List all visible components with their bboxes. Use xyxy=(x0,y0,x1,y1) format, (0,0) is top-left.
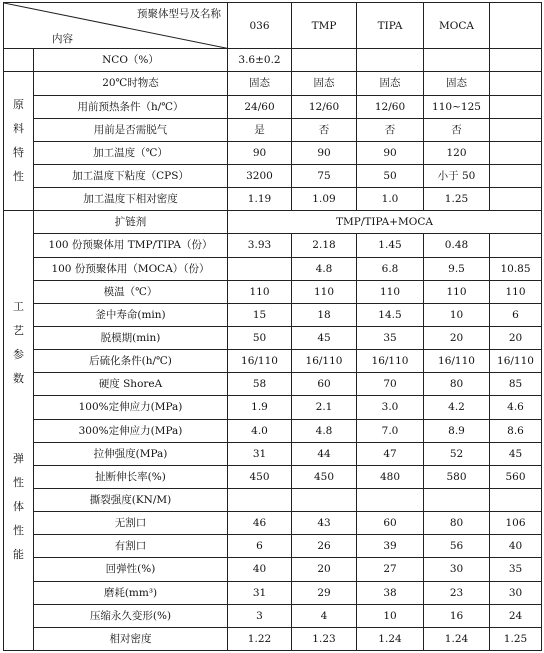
table-cell xyxy=(490,72,542,95)
table-cell: 75 xyxy=(292,164,357,187)
table-cell: 3.0 xyxy=(357,396,424,419)
table-cell: 110 xyxy=(424,280,490,303)
table-row xyxy=(4,465,542,488)
table-cell: 8.6 xyxy=(490,419,542,442)
table-row xyxy=(4,49,542,72)
section-char: 工 xyxy=(13,299,24,313)
properties-table xyxy=(3,2,542,651)
table-body xyxy=(4,3,542,651)
table-row xyxy=(4,396,542,419)
table-cell: 480 xyxy=(357,465,424,488)
table-cell: 4.2 xyxy=(424,396,490,419)
column-header: 036 xyxy=(228,3,292,49)
row-label: 有割口 xyxy=(34,535,228,558)
table-row xyxy=(4,280,542,303)
table-cell: 47 xyxy=(357,442,424,465)
row-label: 脱模期(min) xyxy=(34,326,228,349)
table-cell: 8.9 xyxy=(424,419,490,442)
table-cell: 4.8 xyxy=(292,257,357,280)
table-cell: 1.45 xyxy=(357,234,424,257)
table-cell: 110 xyxy=(228,280,292,303)
table-cell: 46 xyxy=(228,512,292,535)
section-label-process-elastic xyxy=(4,211,34,651)
table-cell: 24/60 xyxy=(228,95,292,118)
table-cell: 45 xyxy=(292,326,357,349)
row-label: 压缩永久变形(%) xyxy=(34,604,228,627)
table-cell: 7.0 xyxy=(357,419,424,442)
table-cell: 0.48 xyxy=(424,234,490,257)
table-cell xyxy=(228,257,292,280)
table-cell: 106 xyxy=(490,512,542,535)
table-cell: 18 xyxy=(292,303,357,326)
table-row xyxy=(4,581,542,604)
table-cell xyxy=(490,488,542,511)
table-cell: 1.24 xyxy=(357,627,424,650)
column-header: MOCA xyxy=(424,3,490,49)
section-char: 能 xyxy=(13,547,24,561)
column-header: TMP xyxy=(292,3,357,49)
table-cell: 60 xyxy=(357,512,424,535)
table-cell: 6 xyxy=(228,535,292,558)
table-cell: 14.5 xyxy=(357,303,424,326)
row-label: 100 份预聚体用（MOCA）（份） xyxy=(34,257,228,280)
table-cell: 30 xyxy=(490,581,542,604)
table-cell: 30 xyxy=(424,558,490,581)
table-cell: 450 xyxy=(228,465,292,488)
table-cell: 58 xyxy=(228,373,292,396)
table-cell: 40 xyxy=(228,558,292,581)
row-label: 撕裂强度(KN/M) xyxy=(34,488,228,511)
table-cell: 560 xyxy=(490,465,542,488)
table-cell: 80 xyxy=(424,373,490,396)
row-label: 后硫化条件(h/℃) xyxy=(34,350,228,373)
table-cell: 50 xyxy=(357,164,424,187)
table-row xyxy=(4,558,542,581)
section-char: 性 xyxy=(13,170,24,184)
table-cell xyxy=(357,488,424,511)
section-char: 艺 xyxy=(13,323,24,337)
table-cell: 4.8 xyxy=(292,419,357,442)
table-row xyxy=(4,326,542,349)
table-cell: 4.6 xyxy=(490,396,542,419)
table-cell: 31 xyxy=(228,581,292,604)
table-cell: 120 xyxy=(424,141,490,164)
row-label: 100 份预聚体用 TMP/TIPA（份） xyxy=(34,234,228,257)
table-row xyxy=(4,95,542,118)
table-row xyxy=(4,118,542,141)
header-row-title: 内容 xyxy=(52,33,73,46)
section-char: 性 xyxy=(13,475,24,489)
table-cell: 1.0 xyxy=(357,188,424,211)
table-cell: 450 xyxy=(292,465,357,488)
table-cell: 45 xyxy=(490,442,542,465)
table-cell: 16/110 xyxy=(357,350,424,373)
row-label: 相对密度 xyxy=(34,627,228,650)
table-cell: 否 xyxy=(424,118,490,141)
table-row xyxy=(4,234,542,257)
table-cell: 9.5 xyxy=(424,257,490,280)
table-cell xyxy=(490,118,542,141)
row-label: 扯断伸长率(%) xyxy=(34,465,228,488)
row-label: NCO（%） xyxy=(34,49,228,72)
table-cell: 12/60 xyxy=(357,95,424,118)
section-char: 体 xyxy=(13,499,24,513)
row-label: 无割口 xyxy=(34,512,228,535)
table-cell: 35 xyxy=(357,326,424,349)
table-row xyxy=(4,419,542,442)
table-cell: 固态 xyxy=(424,72,490,95)
table-cell: 1.23 xyxy=(292,627,357,650)
table-cell: 固态 xyxy=(357,72,424,95)
table-cell xyxy=(357,49,424,72)
table-cell: 16/110 xyxy=(424,350,490,373)
table-cell: 27 xyxy=(357,558,424,581)
table-cell: 90 xyxy=(357,141,424,164)
column-header: TIPA xyxy=(357,3,424,49)
section-label-empty xyxy=(4,49,34,72)
table-cell: 110~125 xyxy=(424,95,490,118)
table-row xyxy=(4,350,542,373)
table-cell: 16/110 xyxy=(228,350,292,373)
header-diagonal-cell xyxy=(4,3,228,49)
table-cell: 110 xyxy=(357,280,424,303)
row-label: 加工温度下相对密度 xyxy=(34,188,228,211)
section-char: 性 xyxy=(13,523,24,537)
row-label: 回弹性(%) xyxy=(34,558,228,581)
table-row xyxy=(4,442,542,465)
table-cell: 1.09 xyxy=(292,188,357,211)
table-cell xyxy=(228,488,292,511)
table-cell: 20 xyxy=(292,558,357,581)
row-label: 硬度 ShoreA xyxy=(34,373,228,396)
table-cell: 56 xyxy=(424,535,490,558)
table-cell: 1.25 xyxy=(490,627,542,650)
section-char: 特 xyxy=(13,146,24,160)
table-cell: 4 xyxy=(292,604,357,627)
table-cell: 10 xyxy=(357,604,424,627)
row-label: 模温（℃） xyxy=(34,280,228,303)
table-row xyxy=(4,535,542,558)
header-column-title: 预聚体型号及名称 xyxy=(137,8,221,20)
row-label: 加工温度（℃） xyxy=(34,141,228,164)
table-cell xyxy=(490,164,542,187)
table-cell xyxy=(490,141,542,164)
table-cell: 12/60 xyxy=(292,95,357,118)
table-cell: 3.93 xyxy=(228,234,292,257)
table-row xyxy=(4,257,542,280)
table-cell: 1.24 xyxy=(424,627,490,650)
row-label: 磨耗(mm³) xyxy=(34,581,228,604)
table-cell: 38 xyxy=(357,581,424,604)
row-label: 拉伸强度(MPa) xyxy=(34,442,228,465)
table-row xyxy=(4,303,542,326)
table-cell: 44 xyxy=(292,442,357,465)
row-label: 釜中寿命(min) xyxy=(34,303,228,326)
row-label: 20℃时物态 xyxy=(34,72,228,95)
table-cell: 否 xyxy=(357,118,424,141)
table-cell: 1.19 xyxy=(228,188,292,211)
table-row xyxy=(4,141,542,164)
table-cell: 3 xyxy=(228,604,292,627)
table-cell xyxy=(490,188,542,211)
table-cell xyxy=(424,488,490,511)
row-label: 300%定伸应力(MPa) xyxy=(34,419,228,442)
chain-extender-value: TMP/TIPA+MOCA xyxy=(228,211,542,234)
section-char: 料 xyxy=(13,122,24,136)
table-cell: 16/110 xyxy=(292,350,357,373)
row-label: 扩链剂 xyxy=(34,211,228,234)
table-cell: 1.25 xyxy=(424,188,490,211)
row-label: 用前是否需脱气 xyxy=(34,118,228,141)
table-cell: 固态 xyxy=(292,72,357,95)
table-row xyxy=(4,627,542,650)
table-cell: 24 xyxy=(490,604,542,627)
table-cell xyxy=(292,49,357,72)
table-cell: 90 xyxy=(228,141,292,164)
table-row xyxy=(4,604,542,627)
table-cell: 3.6±0.2 xyxy=(228,49,292,72)
table-cell: 2.18 xyxy=(292,234,357,257)
table-cell: 10 xyxy=(424,303,490,326)
table-cell: 16 xyxy=(424,604,490,627)
table-cell: 6.8 xyxy=(357,257,424,280)
table-cell: 50 xyxy=(228,326,292,349)
table-cell: 4.0 xyxy=(228,419,292,442)
table-cell: 29 xyxy=(292,581,357,604)
table-cell: 2.1 xyxy=(292,396,357,419)
table-cell xyxy=(490,234,542,257)
table-row xyxy=(4,488,542,511)
table-cell: 1.9 xyxy=(228,396,292,419)
table-cell: 小于 50 xyxy=(424,164,490,187)
table-row xyxy=(4,211,542,234)
table-cell: 固态 xyxy=(228,72,292,95)
table-row xyxy=(4,72,542,95)
section-char: 数 xyxy=(13,371,24,385)
table-cell: 60 xyxy=(292,373,357,396)
table-cell: 90 xyxy=(292,141,357,164)
table-cell: 110 xyxy=(292,280,357,303)
table-cell: 6 xyxy=(490,303,542,326)
table-cell: 39 xyxy=(357,535,424,558)
table-cell: 70 xyxy=(357,373,424,396)
section-char: 原 xyxy=(13,98,24,112)
table-cell: 580 xyxy=(424,465,490,488)
column-header xyxy=(490,3,542,49)
section-label-raw xyxy=(4,72,34,211)
table-row xyxy=(4,373,542,396)
table-cell xyxy=(292,488,357,511)
table-cell: 26 xyxy=(292,535,357,558)
table-row xyxy=(4,164,542,187)
table-cell xyxy=(490,95,542,118)
table-cell: 40 xyxy=(490,535,542,558)
table-cell: 是 xyxy=(228,118,292,141)
table-cell: 15 xyxy=(228,303,292,326)
table-cell: 20 xyxy=(424,326,490,349)
table-cell: 20 xyxy=(490,326,542,349)
table-cell xyxy=(424,49,490,72)
table-cell: 31 xyxy=(228,442,292,465)
table-cell: 80 xyxy=(424,512,490,535)
row-label: 用前预热条件（h/℃） xyxy=(34,95,228,118)
row-label: 加工温度下粘度（CPS） xyxy=(34,164,228,187)
row-label: 100%定伸应力(MPa) xyxy=(34,396,228,419)
table-cell: 10.85 xyxy=(490,257,542,280)
table-row xyxy=(4,512,542,535)
table-cell: 否 xyxy=(292,118,357,141)
table-cell: 16/110 xyxy=(490,350,542,373)
table-cell: 52 xyxy=(424,442,490,465)
table-cell: 110 xyxy=(490,280,542,303)
section-char: 参 xyxy=(13,347,24,361)
header-row xyxy=(4,3,542,49)
section-char: 弹 xyxy=(13,451,24,465)
table-cell xyxy=(490,49,542,72)
table-cell: 43 xyxy=(292,512,357,535)
table-cell: 85 xyxy=(490,373,542,396)
table-cell: 23 xyxy=(424,581,490,604)
table-cell: 1.22 xyxy=(228,627,292,650)
table-cell: 3200 xyxy=(228,164,292,187)
table-cell: 35 xyxy=(490,558,542,581)
table-row xyxy=(4,188,542,211)
